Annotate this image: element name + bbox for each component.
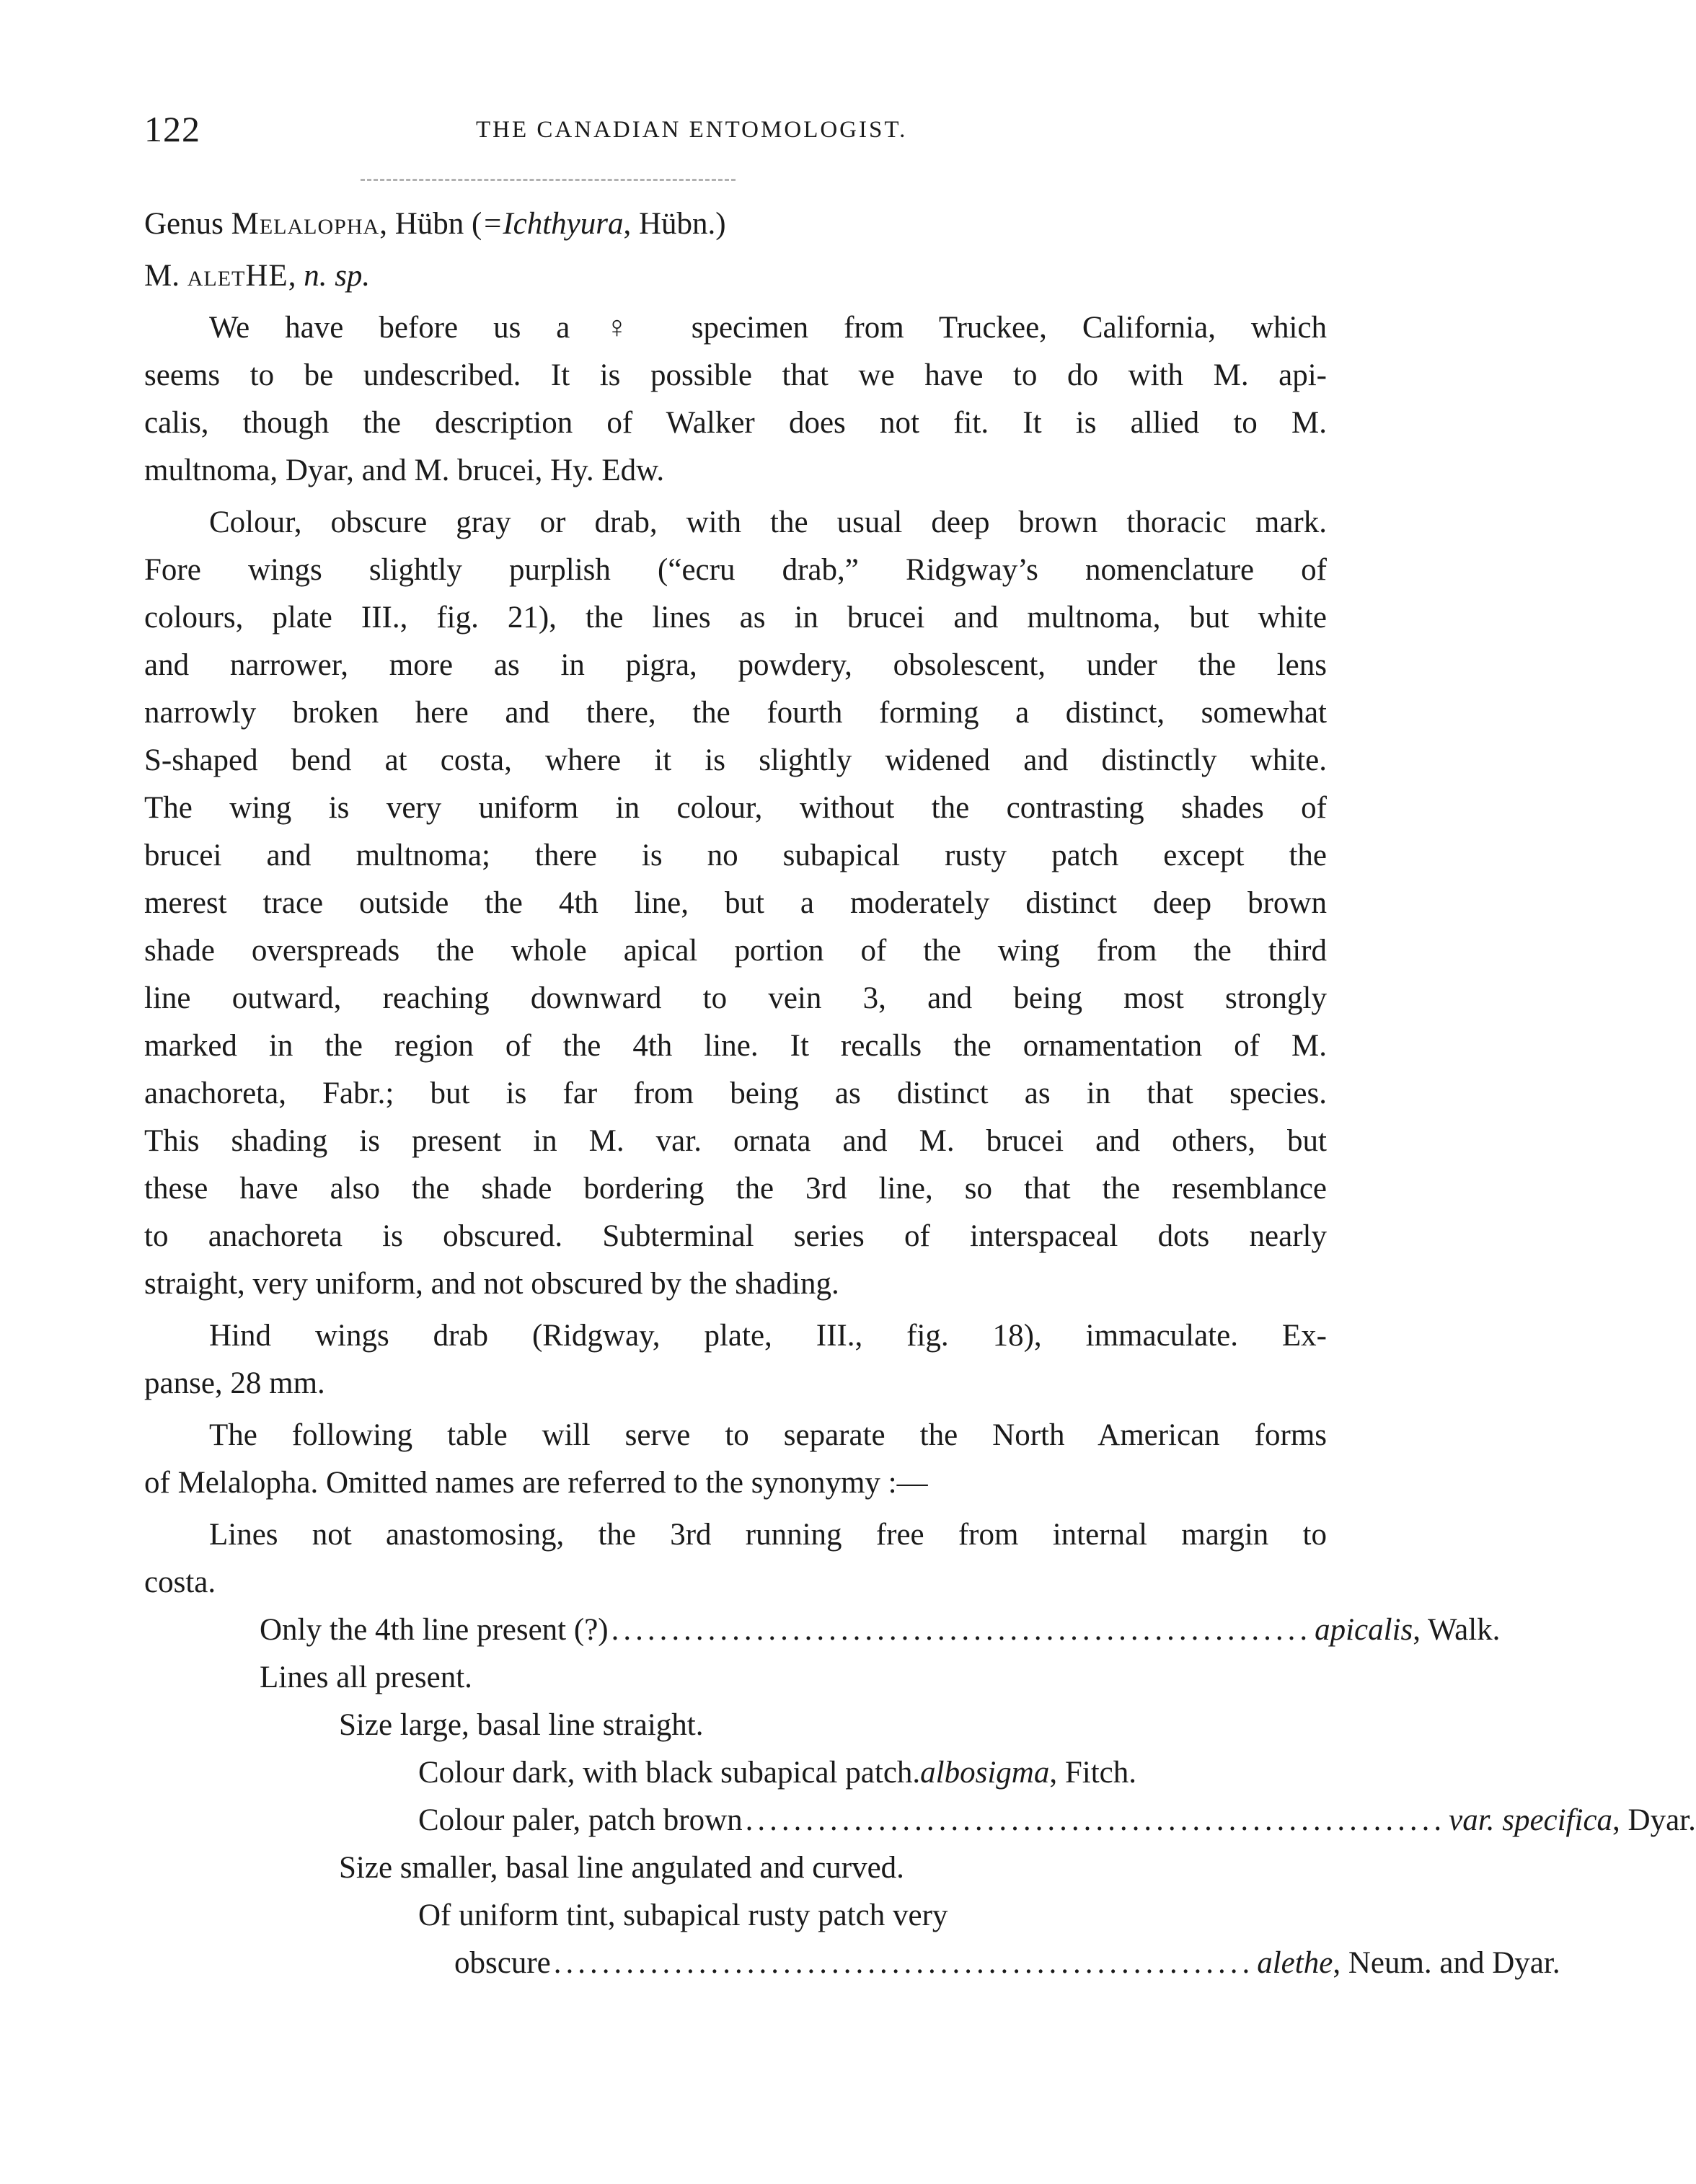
text-line: Colour, obscure gray or drab, with the usual deep brown thoracic mark. <box>209 505 1327 539</box>
genus-prefix: Genus <box>144 207 231 241</box>
text-line: marked in the region of the 4th line. It recalls the ornamentation of M. <box>144 1029 1327 1063</box>
page-header <box>144 108 1327 159</box>
text-line: these have also the shade bordering the 3rd line, so that the resemblance <box>144 1172 1327 1206</box>
header-rule <box>361 179 736 181</box>
text-line: multnoma, Dyar, and M. brucei, Hy. Edw. <box>144 454 665 487</box>
text-line: The following table will serve to separate the North American forms <box>209 1418 1327 1452</box>
key-label: Size smaller, basal line angulated and curved. <box>339 1851 904 1885</box>
key-row <box>144 1844 1327 1892</box>
text-line: and narrower, more as in pigra, powdery, obsolescent, under the lens <box>144 648 1327 682</box>
key-row <box>144 1797 1696 1844</box>
species-prefix: M. <box>144 259 187 293</box>
key-label: Of uniform tint, subapical rusty patch very <box>418 1898 948 1932</box>
text-line: We have before us a ♀ specimen from Truckee, California, which <box>209 311 1327 345</box>
text-line: calis, though the description of Walker does not fit. It is allied to M. <box>144 406 1327 440</box>
text-line: brucei and multnoma; there is no subapical rusty patch except the <box>144 839 1327 872</box>
text-line: to anachoreta is obscured. Subterminal series of interspaceal dots nearly <box>144 1219 1327 1253</box>
genus-synonym-author: , Hübn.) <box>623 207 726 241</box>
key-row <box>144 1654 1327 1702</box>
text-line: seems to be undescribed. It is possible that we have to do with M. api- <box>144 358 1327 392</box>
leader-dots: .......................................................... <box>611 1613 1312 1647</box>
identification-key <box>144 1606 1696 1987</box>
text-line: colours, plate III., fig. 21), the lines as in brucei and multnoma, but white <box>144 601 1327 635</box>
key-label: Colour paler, patch brown <box>418 1803 743 1837</box>
text-line: panse, 28 mm. <box>144 1366 325 1400</box>
genus-synonym: =Ichthyura <box>482 207 624 241</box>
key-label: Colour dark, with black subapical patch. <box>418 1756 921 1790</box>
running-title: THE CANADIAN ENTOMOLOGIST. <box>476 117 908 143</box>
paragraph-key-heading <box>144 1511 1327 1606</box>
key-label: Size large, basal line straight. <box>339 1708 704 1742</box>
genus-name: Melalopha <box>231 207 380 241</box>
genus-heading <box>144 200 1327 248</box>
text-line: Hind wings drab (Ridgway, plate, III., fig. 18), immaculate. Ex- <box>209 1319 1327 1353</box>
text-line: merest trace outside the 4th line, but a moderately distinct deep brown <box>144 886 1327 920</box>
genus-author: , Hübn ( <box>379 207 482 241</box>
page-number: 122 <box>144 109 200 149</box>
paragraph-table-intro <box>144 1412 1327 1507</box>
key-label: obscure <box>454 1946 551 1980</box>
article-body <box>144 195 1696 1987</box>
text-line: This shading is present in M. var. ornata and M. brucei and others, but <box>144 1124 1327 1158</box>
species-note: n. sp. <box>304 259 371 293</box>
key-taxon: albosigma, Fitch. <box>920 1756 1137 1790</box>
species-heading: M. aletHE, n. sp. <box>144 259 371 293</box>
text-line: of Melalopha. Omitted names are referred to the synonymy :— <box>144 1466 928 1500</box>
text-line: costa. <box>144 1565 216 1599</box>
leader-dots: .......................................................... <box>553 1946 1255 1980</box>
text-line: shade overspreads the whole apical portion of the wing from the third <box>144 934 1327 968</box>
key-row <box>144 1940 1560 1987</box>
key-row <box>144 1702 1327 1749</box>
key-label: Lines all present. <box>260 1661 472 1694</box>
leader-dots: .......................................................... <box>745 1803 1447 1837</box>
text-line: The wing is very uniform in colour, without the contrasting shades of <box>144 791 1327 825</box>
key-taxon: var. specifica, Dyar. <box>1449 1803 1696 1837</box>
text-line: anachoreta, Fabr.; but is far from being as distinct as in that species. <box>144 1076 1327 1110</box>
key-row <box>144 1749 1327 1797</box>
paragraph-description-intro <box>144 304 1327 495</box>
text-line: line outward, reaching downward to vein 3, and being most strongly <box>144 981 1327 1015</box>
key-row <box>144 1606 1501 1654</box>
key-label: Only the 4th line present (?) <box>260 1613 609 1647</box>
text-line: Fore wings slightly purplish (“ecru drab,” Ridgway’s nomenclature of <box>144 553 1327 587</box>
text-line: Lines not anastomosing, the 3rd running free from internal margin to <box>209 1518 1327 1552</box>
key-taxon: apicalis, Walk. <box>1315 1613 1501 1647</box>
text-line: straight, very uniform, and not obscured by the shading. <box>144 1267 839 1301</box>
key-row <box>144 1892 1327 1940</box>
paragraph-hind-wings <box>144 1312 1327 1407</box>
key-taxon: alethe, Neum. and Dyar. <box>1257 1946 1560 1980</box>
text-line: S-shaped bend at costa, where it is slightly widened and distinctly white. <box>144 743 1327 777</box>
species-name: aletHE <box>187 259 288 293</box>
paragraph-description-main <box>144 499 1327 1308</box>
text-line: narrowly broken here and there, the fourth forming a distinct, somewhat <box>144 696 1327 730</box>
